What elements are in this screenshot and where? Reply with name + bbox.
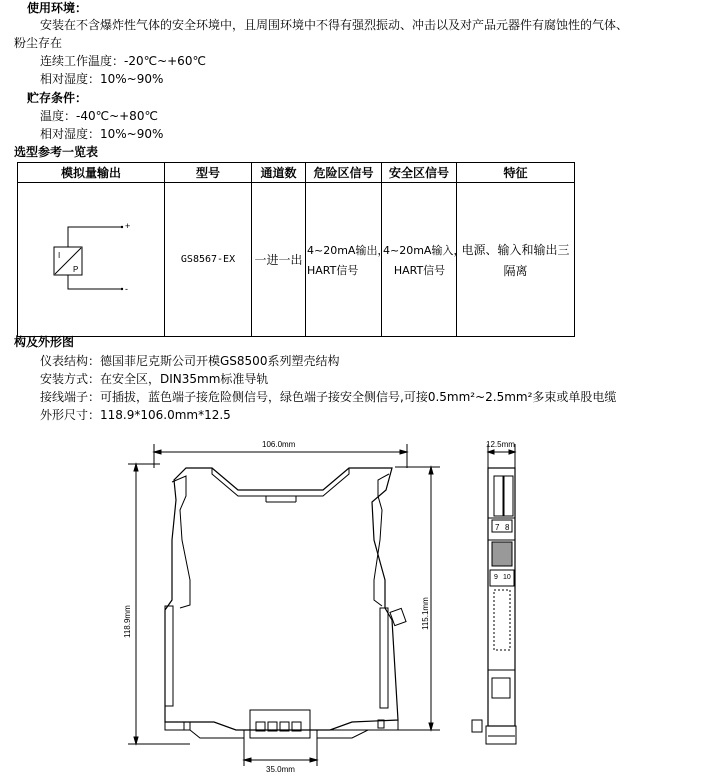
structure-housing: 仪表结构：德国菲尼克斯公司开模GS8500系列塑壳结构 bbox=[40, 354, 340, 368]
env-desc-line2: 粉尘存在 bbox=[14, 36, 63, 50]
symbol-minus: - bbox=[125, 284, 128, 294]
symbol-plus: + bbox=[125, 221, 131, 231]
structure-terminals: 接线端子：可插拔，蓝色端子接危险侧信号，绿色端子接安全侧信号,可接0.5mm²~2.5mm²多束或单股电缆 bbox=[40, 390, 617, 404]
storage-heading: 贮存条件： bbox=[27, 91, 88, 105]
col-header-feature: 特征 bbox=[457, 163, 575, 183]
col-header-safe-signal: 安全区信号 bbox=[382, 163, 457, 183]
feature-line1: 电源、输入和输出三 bbox=[461, 242, 570, 257]
feature-cell bbox=[457, 183, 575, 337]
selection-heading: 选型参考一览表 bbox=[14, 145, 99, 159]
hazard-signal-cell bbox=[306, 183, 389, 337]
dim-inner-height-label: 115.1mm bbox=[421, 597, 430, 630]
channels-cell: 一进一出 bbox=[252, 183, 306, 337]
env-op-temp: 连续工作温度：-20℃~+60℃ bbox=[40, 54, 206, 68]
terminal-10-label: 10 bbox=[503, 574, 511, 581]
model-cell: GS8567-EX bbox=[165, 183, 252, 337]
terminal-7-label: 7 bbox=[495, 523, 500, 532]
table-header-row bbox=[18, 163, 575, 183]
symbol-label-i: I bbox=[58, 251, 61, 260]
terminal-9-label: 9 bbox=[494, 574, 498, 581]
storage-humidity: 相对湿度：10%~90% bbox=[40, 127, 164, 141]
col-header-channels: 通道数 bbox=[252, 163, 306, 183]
analog-output-symbol bbox=[18, 183, 165, 333]
structure-mounting: 安装方式：在安全区，DIN35mm标准导轨 bbox=[40, 372, 269, 386]
selection-table bbox=[17, 162, 575, 337]
dim-height-label: 118.9mm bbox=[123, 605, 132, 638]
col-header-analog-output: 模拟量输出 bbox=[18, 163, 165, 183]
storage-temp: 温度：-40℃~+80℃ bbox=[40, 109, 158, 123]
structure-dimensions: 外形尺寸：118.9*106.0mm*12.5 bbox=[40, 408, 231, 422]
terminal-8-label: 8 bbox=[505, 523, 510, 532]
dim-base-label: 35.0mm bbox=[266, 765, 295, 774]
env-op-humidity: 相对湿度：10%~90% bbox=[40, 72, 164, 86]
env-desc-line1: 安装在不含爆炸性气体的安全环境中，且周围环境中不得有强烈振动、冲击以及对产品元器件有腐蚀性的气体、 bbox=[40, 18, 629, 32]
symbol-label-p: P bbox=[73, 265, 79, 274]
outline-drawing bbox=[0, 430, 723, 778]
feature-line2: 隔离 bbox=[503, 263, 528, 278]
safe-signal-line2: HART信号 bbox=[393, 263, 446, 277]
hazard-signal-line1: 4~20mA输出， bbox=[307, 243, 389, 257]
env-heading: 使用环境： bbox=[27, 1, 88, 15]
analog-output-symbol-cell bbox=[18, 183, 165, 337]
dim-width-label: 106.0mm bbox=[262, 440, 296, 449]
col-header-hazard-signal: 危险区信号 bbox=[306, 163, 382, 183]
dim-depth-label: 12.5mm bbox=[486, 440, 515, 449]
hazard-signal-line2: HART信号 bbox=[307, 263, 359, 277]
safe-signal-cell bbox=[382, 183, 465, 337]
table-row bbox=[18, 183, 575, 337]
safe-signal-line1: 4~20mA输入， bbox=[383, 243, 465, 257]
col-header-model: 型号 bbox=[165, 163, 252, 183]
structure-heading: 构及外形图 bbox=[14, 335, 75, 349]
